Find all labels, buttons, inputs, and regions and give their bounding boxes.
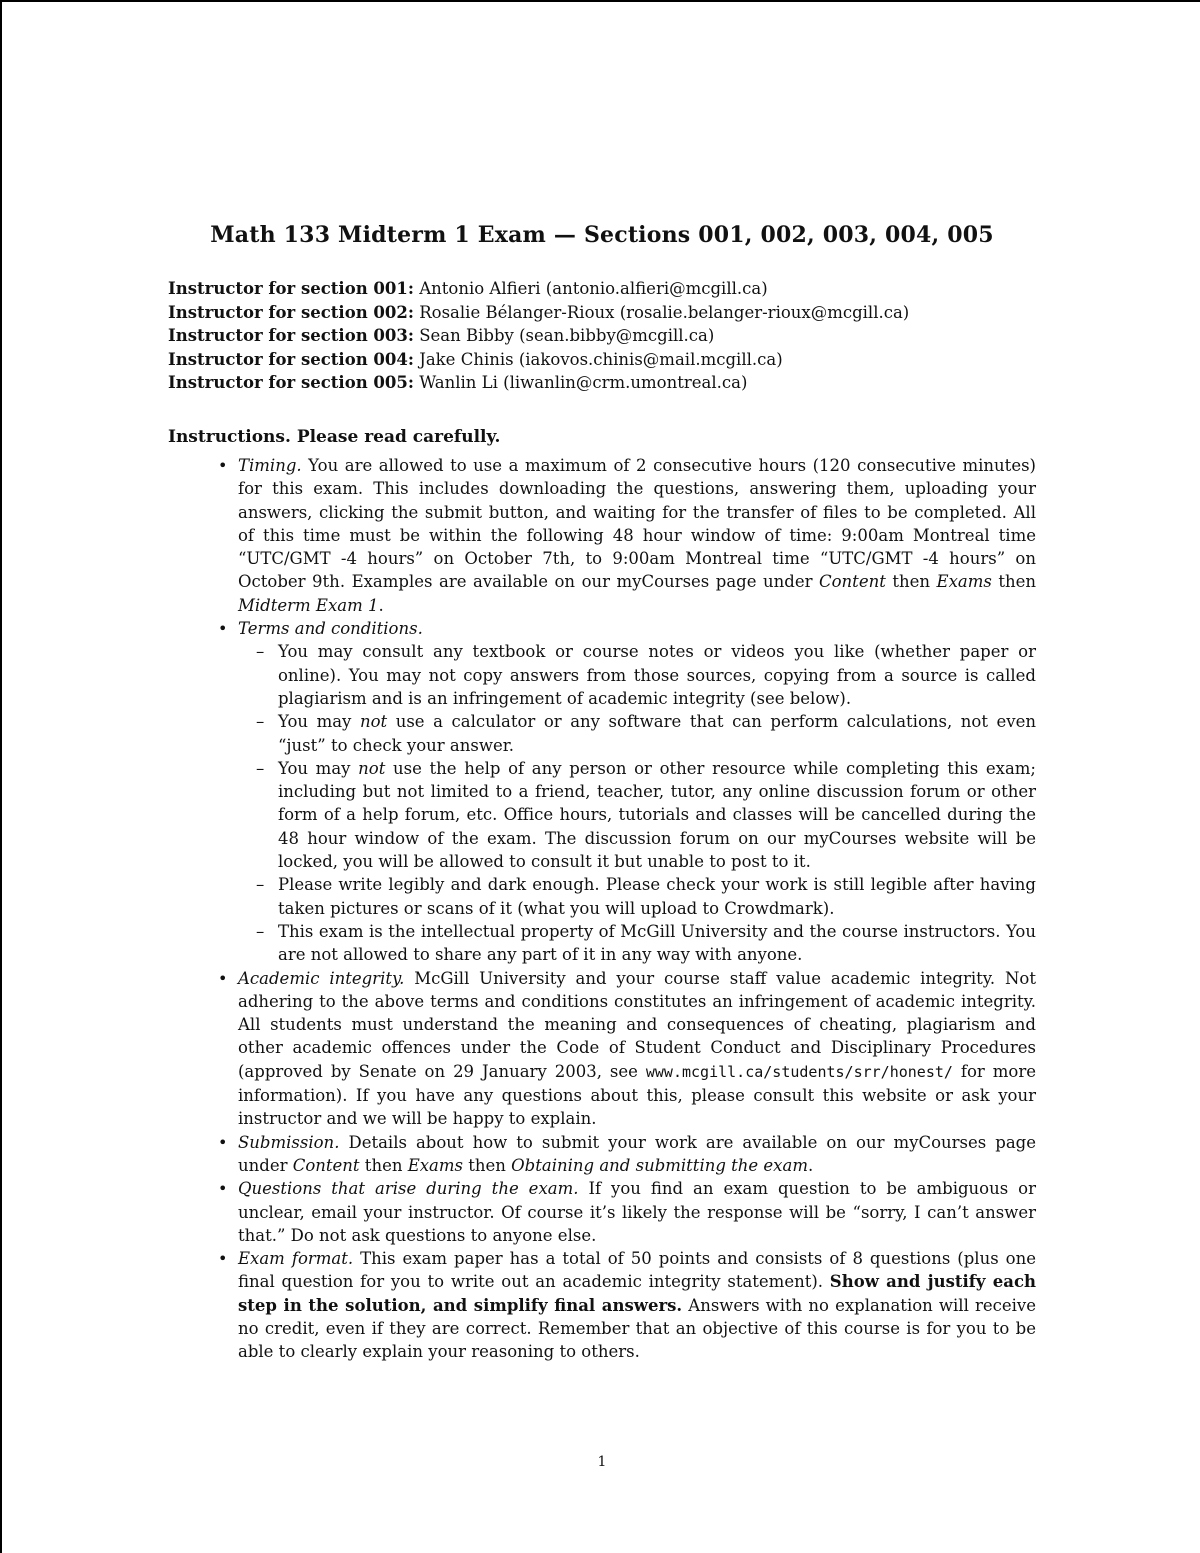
instructor-value: Jake Chinis (iakovos.chinis@mail.mcgill.ca)	[419, 349, 783, 369]
item-emph: Content	[292, 1155, 360, 1175]
instructor-list	[168, 277, 1048, 395]
integrity-url: www.mcgill.ca/students/srr/honest/	[645, 1062, 953, 1081]
instructor-row-004	[168, 348, 1048, 372]
dash-icon: –	[256, 921, 265, 941]
item-text: You may	[278, 758, 359, 778]
item-text: .	[378, 595, 384, 615]
item-text: use a calculator or any software that can perform calculations, not even “just” to check your answer.	[278, 712, 1036, 755]
item-emph: not	[359, 712, 388, 732]
dash-icon: –	[256, 712, 265, 732]
item-emph: Content	[819, 572, 886, 592]
item-text: Answers with no explanation will receive no credit, even if they are correct. Remember that an objective of this course is for you to be able to clearly explain your reasoning to others.	[238, 1295, 1036, 1362]
item-label: Questions that arise during the exam.	[238, 1179, 579, 1199]
item-label: Timing.	[238, 456, 302, 475]
list-item-format	[218, 1247, 1036, 1363]
sublist-item	[256, 640, 1036, 710]
item-emph: not	[358, 758, 386, 778]
instructor-label: Instructor for section 004:	[168, 349, 414, 369]
bullet-icon: •	[218, 1179, 228, 1199]
instructor-value: Antonio Alfieri (antonio.alfieri@mcgill.ca)	[419, 279, 768, 298]
item-emph: Exams	[936, 572, 992, 592]
exam-title: Math 133 Midterm 1 Exam — Sections 001, 002, 003, 004, 005	[210, 222, 994, 248]
item-text: This exam paper has a total of 50 points and consists of 8 questions (plus one final question for you to write out an academic integrity statement).	[238, 1249, 1036, 1292]
item-label: Exam format.	[238, 1249, 354, 1269]
item-text: You may	[278, 712, 360, 732]
sublist-item	[256, 920, 1036, 967]
item-label: Academic integrity.	[238, 968, 405, 988]
item-text: then	[885, 572, 937, 592]
bullet-icon: •	[218, 1249, 228, 1269]
instructor-value: Wanlin Li (liwanlin@crm.umontreal.ca)	[419, 373, 748, 392]
list-item-terms	[218, 617, 1036, 966]
instructor-label: Instructor for section 002:	[168, 302, 414, 322]
page-number: 1	[597, 1454, 607, 1470]
item-text: If you find an exam question to be ambiguous or unclear, email your instructor. Of course it’s likely the response will be “sorry, I can’t answer that.” Do not ask questions to anyone else.	[238, 1179, 1037, 1245]
item-text: for more information). If you have any questions about this, please consult this website or ask your instructor and we will be happy to explain.	[238, 1061, 1036, 1129]
item-text: then	[463, 1155, 512, 1175]
instructor-label: Instructor for section 003:	[168, 326, 414, 345]
item-text: then	[359, 1155, 408, 1175]
item-text: You are allowed to use a maximum of 2 consecutive hours (120 consecutive minutes) for this exam. This includes downloading the questions, answering them, uploading your answers, clicking the submit button, and waiting for the transfer of files to be completed. All of this time must be within the following 48 hour window of time: 9:00am Montreal time “UTC/GMT -4 hours” on October 7th, to 9:00am Montreal time “UTC/GMT -4 hours” on October 9th. Examples are available on our myCourses page under	[238, 456, 1036, 592]
terms-sublist	[238, 640, 1036, 966]
instructor-value: Rosalie Bélanger-Rioux (rosalie.belanger-rioux@mcgill.ca)	[419, 302, 910, 322]
instructor-row-003	[168, 324, 1048, 348]
dash-icon: –	[256, 875, 265, 895]
item-text: then	[991, 572, 1037, 592]
item-label: Terms and conditions.	[238, 619, 423, 639]
list-item-integrity	[218, 967, 1037, 1131]
list-item-submission	[218, 1131, 1036, 1178]
instructions-list	[218, 454, 1037, 1364]
bullet-icon: •	[218, 968, 228, 988]
instructor-label: Instructor for section 001:	[168, 279, 414, 298]
instructions-heading: Instructions. Please read carefully.	[168, 427, 501, 447]
bullet-icon: •	[218, 1132, 228, 1152]
instructor-label: Instructor for section 005:	[168, 373, 414, 392]
item-text: You may consult any textbook or course notes or videos you like (whether paper or online). You may not copy answers from those sources, copying from a source is called plagiarism and is an infringement of academic integrity (see below).	[278, 642, 1036, 708]
item-text: McGill University and your course staff value academic integrity. Not adhering to the above terms and conditions constitutes an infringement of academic integrity. All students must understand the meaning and consequences of cheating, plagiarism and other academic offences under the Code of Student Conduct and Disciplinary Procedures (approved by Senate on 29 January 2003, see	[238, 968, 1037, 1081]
list-item-timing	[218, 454, 1037, 617]
instructor-row-005	[168, 371, 1048, 395]
item-text: This exam is the intellectual property of McGill University and the course instructors. You are not allowed to share any part of it in any way with anyone.	[278, 921, 1036, 965]
item-emph: Midterm Exam 1	[238, 595, 379, 615]
item-text: Please write legibly and dark enough. Please check your work is still legible after having taken pictures or scans of it (what you will upload to Crowdmark).	[278, 875, 1036, 918]
item-text: Details about how to submit your work are available on our myCourses page under	[238, 1132, 1036, 1175]
list-item-questions	[218, 1177, 1037, 1247]
instructor-value: Sean Bibby (sean.bibby@mcgill.ca)	[419, 326, 715, 345]
instructor-row-002	[168, 301, 1048, 325]
item-text: .	[807, 1155, 814, 1175]
item-text: use the help of any person or other resource while completing this exam; including but not limited to a friend, teacher, tutor, any online discussion forum or other form of a help forum, etc. Office hours, tutorials and classes will be cancelled during the 48 hour window of the exam. The discussion forum on our myCourses website will be locked, you will be allowed to consult it but unable to post to it.	[278, 758, 1036, 872]
dash-icon: –	[256, 642, 265, 662]
item-emph: Obtaining and submitting the exam	[511, 1155, 808, 1175]
bullet-icon: •	[218, 456, 228, 475]
item-emph: Exams	[407, 1155, 464, 1175]
sublist-item	[256, 757, 1036, 873]
dash-icon: –	[256, 758, 265, 778]
item-bold: Show and justify each step in the solution, and simplify final answers.	[238, 1272, 1036, 1315]
bullet-icon: •	[218, 619, 228, 639]
sublist-item	[256, 710, 1036, 757]
instructor-row-001	[168, 277, 1048, 301]
item-label: Submission.	[238, 1132, 340, 1152]
instructions-body	[218, 454, 1037, 1364]
sublist-item	[256, 873, 1036, 920]
